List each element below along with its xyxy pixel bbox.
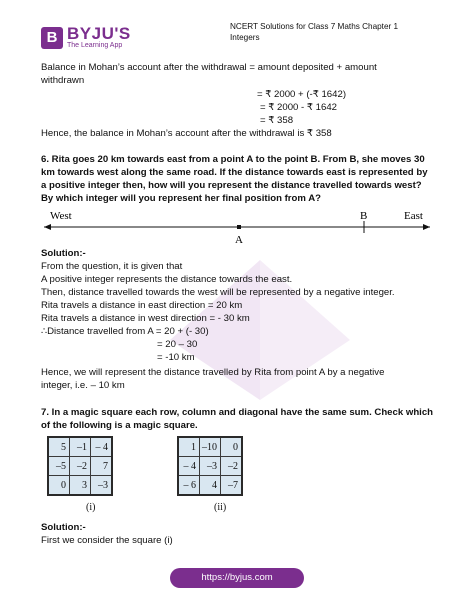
cell: 0 [49,476,70,495]
cell: –7 [221,476,242,495]
cell: –2 [70,457,91,476]
q6-line4: By which integer will you represent her final position from A? [41,193,322,204]
sol6-line9: Hence, we will represent the distance travelled by Rita from point A by a negative [41,367,385,378]
brand-tagline: The Learning App [67,42,123,49]
q6-line3: a positive integer then, how will you represent the distance travelled towards west? [41,180,422,191]
cell: –10 [200,438,221,457]
prev-calc-1: = ₹ 2000 + (-₹ 1642) [257,89,347,100]
point-b-label: B [360,210,368,222]
byjus-logo: B [41,27,63,49]
q7-line1: 7. In a magic square each row, column and diagonal have the same sum. Check which [41,407,434,418]
sol6-line10: integer, i.e. – 10 km [41,380,125,391]
square-i-label: (i) [86,502,96,513]
east-arrowhead [423,224,430,230]
cell: 0 [221,438,242,457]
cell: –2 [221,457,242,476]
sol6-line5: Rita travels a distance in west direction = - 30 km [41,313,250,324]
sol6-line8: = -10 km [157,352,195,363]
sol6-line2: A positive integer represents the distance towards the east. [41,274,293,285]
q6-line1: 6. Rita goes 20 km towards east from a point A to the point B. From B, she moves 30 [41,154,425,165]
cell: 7 [91,457,112,476]
q7-line2: of the following is a magic square. [41,420,198,431]
sol6-line6: ∴Distance travelled from A = 20 + (- 30) [41,326,209,337]
cell: 3 [70,476,91,495]
q6-line2: km towards west along the same road. If the distance towards east is represented by [41,167,428,178]
cell: 5 [49,438,70,457]
doc-title-line1: NCERT Solutions for Class 7 Maths Chapter 1 [230,22,399,31]
sol6-line1: From the question, it is given that [41,261,183,272]
prev-text-line1: Balance in Mohan’s account after the withdrawal = amount deposited + amount [41,62,377,73]
magic-square-ii [178,437,242,495]
cell: –3 [200,457,221,476]
doc-title-line2: Integers [230,33,260,42]
prev-text-line2: withdrawn [41,75,85,86]
point-a-label: A [235,234,243,246]
cell: 4 [200,476,221,495]
cell: –1 [70,438,91,457]
east-label: East [404,210,423,222]
magic-square-i [48,437,112,495]
prev-conclusion: Hence, the balance in Mohan’s account after the withdrawal is ₹ 358 [41,128,332,139]
cell: – 4 [179,457,200,476]
sol6-line7: = 20 – 30 [157,339,198,350]
west-arrowhead [44,224,51,230]
cell: –3 [91,476,112,495]
cell: – 4 [91,438,112,457]
sol6-heading: Solution:- [41,248,86,259]
footer-url-link[interactable]: https://byjus.com [170,568,304,588]
prev-calc-2: = ₹ 2000 - ₹ 1642 [260,102,338,113]
point-a-marker [237,225,241,229]
sol6-line4: Rita travels a distance in east direction = 20 km [41,300,243,311]
prev-calc-3: = ₹ 358 [260,115,294,126]
cell: – 6 [179,476,200,495]
sol7-line1: First we consider the square (i) [41,535,173,546]
number-line-figure [38,207,438,247]
brand-name: BYJU'S [67,24,131,43]
square-ii-label: (ii) [214,502,227,513]
cell: 1 [179,438,200,457]
sol6-line3: Then, distance travelled towards the west will be represented by a negative integer. [41,287,395,298]
west-label: West [50,210,72,222]
cell: –5 [49,457,70,476]
sol7-heading: Solution:- [41,522,86,533]
